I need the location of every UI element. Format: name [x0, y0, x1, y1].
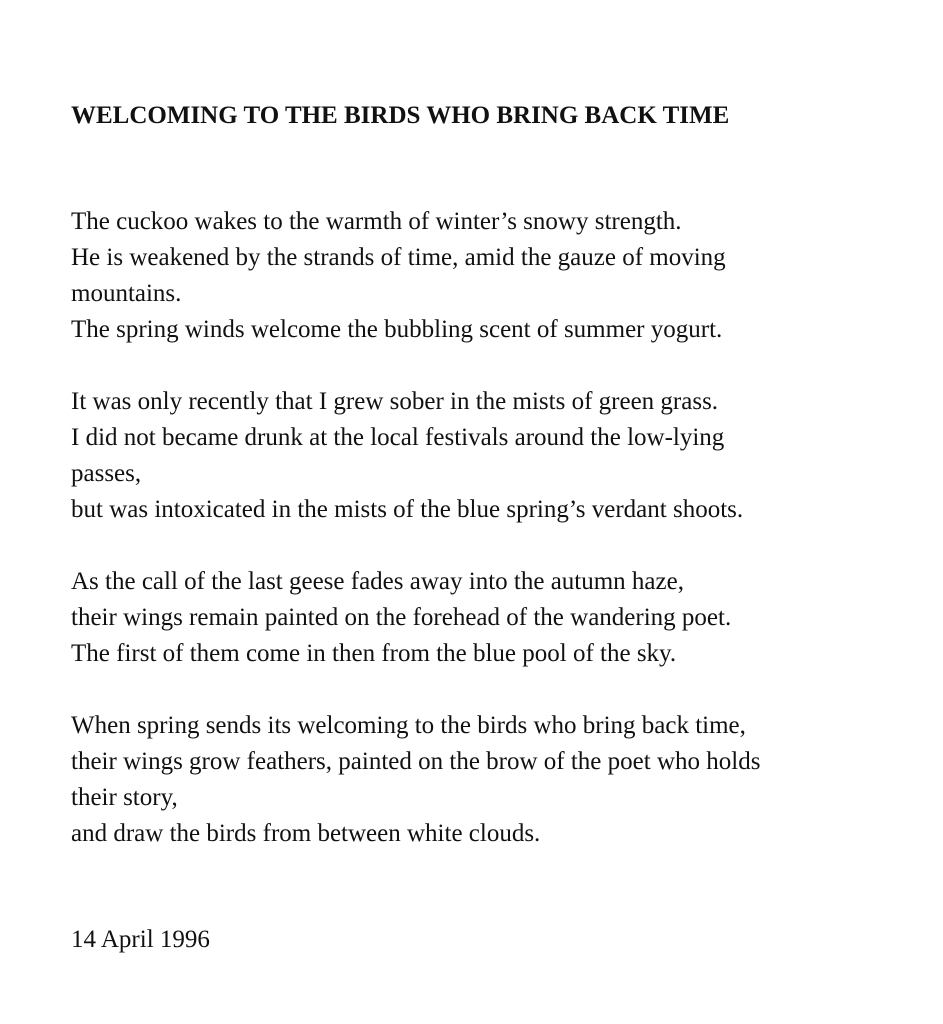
poem-date: 14 April 1996 — [71, 926, 210, 953]
stanza-4 — [71, 708, 871, 852]
poem-line: As the call of the last geese fades away into the autumn haze, — [71, 568, 684, 595]
poem-line: their wings remain painted on the forehead of the wandering poet. — [71, 604, 732, 631]
poem-line: It was only recently that I grew sober in the mists of green grass. — [71, 388, 719, 415]
poem-line: The cuckoo wakes to the warmth of winter’s snowy strength. — [71, 208, 682, 235]
stanza-1 — [71, 204, 871, 348]
poem-line: He is weakened by the strands of time, amid the gauze of moving — [71, 244, 726, 271]
poem-line: The spring winds welcome the bubbling scent of summer yogurt. — [71, 316, 723, 343]
poem-line: their wings grow feathers, painted on the brow of the poet who holds — [71, 748, 761, 775]
poem-line: When spring sends its welcoming to the birds who bring back time, — [71, 712, 746, 739]
poem-body — [71, 204, 871, 888]
poem-line: their story, — [71, 784, 178, 811]
poem-line: mountains. — [71, 280, 182, 307]
poem-line: I did not became drunk at the local festivals around the low-lying — [71, 424, 725, 451]
stanza-2 — [71, 384, 871, 528]
poem-line: passes, — [71, 460, 142, 487]
poem-line: and draw the birds from between white clouds. — [71, 820, 541, 847]
poem-line: but was intoxicated in the mists of the blue spring’s verdant shoots. — [71, 496, 744, 523]
poem-title: WELCOMING TO THE BIRDS WHO BRING BACK TIME — [71, 102, 730, 129]
stanza-3 — [71, 564, 871, 672]
poem-line: The first of them come in then from the blue pool of the sky. — [71, 640, 677, 667]
